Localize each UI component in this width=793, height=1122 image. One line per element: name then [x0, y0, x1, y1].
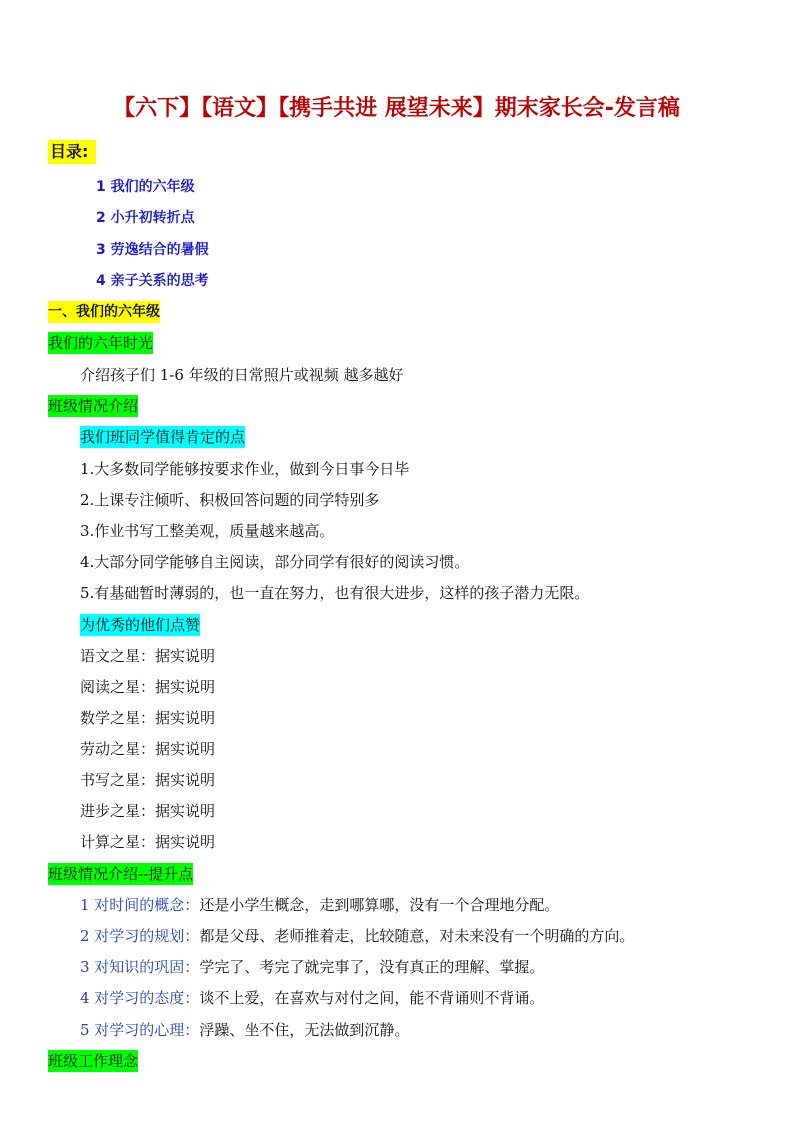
improvement-text: 谈不上爱，在喜欢与对付之间，能不背诵则不背诵。	[199, 989, 545, 1007]
star-item: 劳动之星：据实说明	[80, 740, 216, 758]
star-item: 书写之星：据实说明	[80, 771, 216, 789]
praise-point: 1.大多数同学能够按要求作业，做到今日事今日毕	[80, 460, 410, 478]
star-item: 阅读之星：据实说明	[80, 678, 216, 696]
praise-point: 4.大部分同学能够自主阅读，部分同学有很好的阅读习惯。	[80, 553, 470, 571]
improvement-item	[80, 925, 634, 947]
stars-heading: 为优秀的他们点赞	[80, 616, 201, 634]
improvement-label: 1 对时间的概念：	[80, 896, 200, 914]
section-heading: 一、我们的六年级	[48, 301, 160, 323]
improvement-text: 浮躁、坐不住，无法做到沉静。	[199, 1021, 410, 1039]
praise-heading: 我们班同学值得肯定的点	[80, 428, 246, 446]
praise-point: 2.上课专注倾听、积极回答问题的同学特别多	[80, 491, 380, 509]
six-years-text: 介绍孩子们 1-6 年级的日常照片或视频 越多越好	[80, 366, 404, 384]
improvement-item	[80, 894, 559, 916]
praise-point: 3.作业书写工整美观，质量越来越高。	[80, 522, 335, 540]
subsection-heading-class-intro: 班级情况介绍	[48, 397, 139, 415]
improvement-text: 还是小学生概念，走到哪算哪，没有一个合理地分配。	[199, 896, 560, 914]
subsection-heading-improvements: 班级情况介绍--提升点	[48, 865, 194, 883]
improvement-text: 学完了、考完了就完事了，没有真正的理解、掌握。	[199, 958, 545, 976]
toc-item-1[interactable]: 1 我们的六年级	[96, 179, 195, 195]
toc-item-2[interactable]: 2 小升初转折点	[96, 210, 195, 226]
improvement-item	[80, 1019, 409, 1041]
toc-item-4[interactable]: 4 亲子关系的思考	[96, 273, 209, 289]
improvement-item	[80, 956, 544, 978]
page-title: 【六下】【语文】【携手共进 展望未来】期末家长会-发言稿	[113, 96, 680, 121]
star-item: 数学之星：据实说明	[80, 709, 216, 727]
star-item: 语文之星：据实说明	[80, 647, 216, 665]
toc-heading: 目录:	[48, 140, 96, 164]
star-item: 进步之星：据实说明	[80, 802, 216, 820]
improvement-label: 5 对学习的心理：	[80, 1021, 200, 1039]
toc-item-3[interactable]: 3 劳逸结合的暑假	[96, 242, 209, 258]
subsection-heading-work-philosophy: 班级工作理念	[48, 1052, 139, 1070]
improvement-text: 都是父母、老师推着走，比较随意，对未来没有一个明确的方向。	[199, 927, 635, 945]
star-item: 计算之星：据实说明	[80, 833, 216, 851]
subsection-heading-six-years: 我们的六年时光	[48, 334, 154, 352]
improvement-label: 3 对知识的巩固：	[80, 958, 200, 976]
praise-point: 5.有基础暂时薄弱的，也一直在努力，也有很大进步，这样的孩子潜力无限。	[80, 584, 590, 602]
improvement-label: 4 对学习的态度：	[80, 989, 200, 1007]
improvement-item	[80, 987, 544, 1009]
improvement-label: 2 对学习的规划：	[80, 927, 200, 945]
